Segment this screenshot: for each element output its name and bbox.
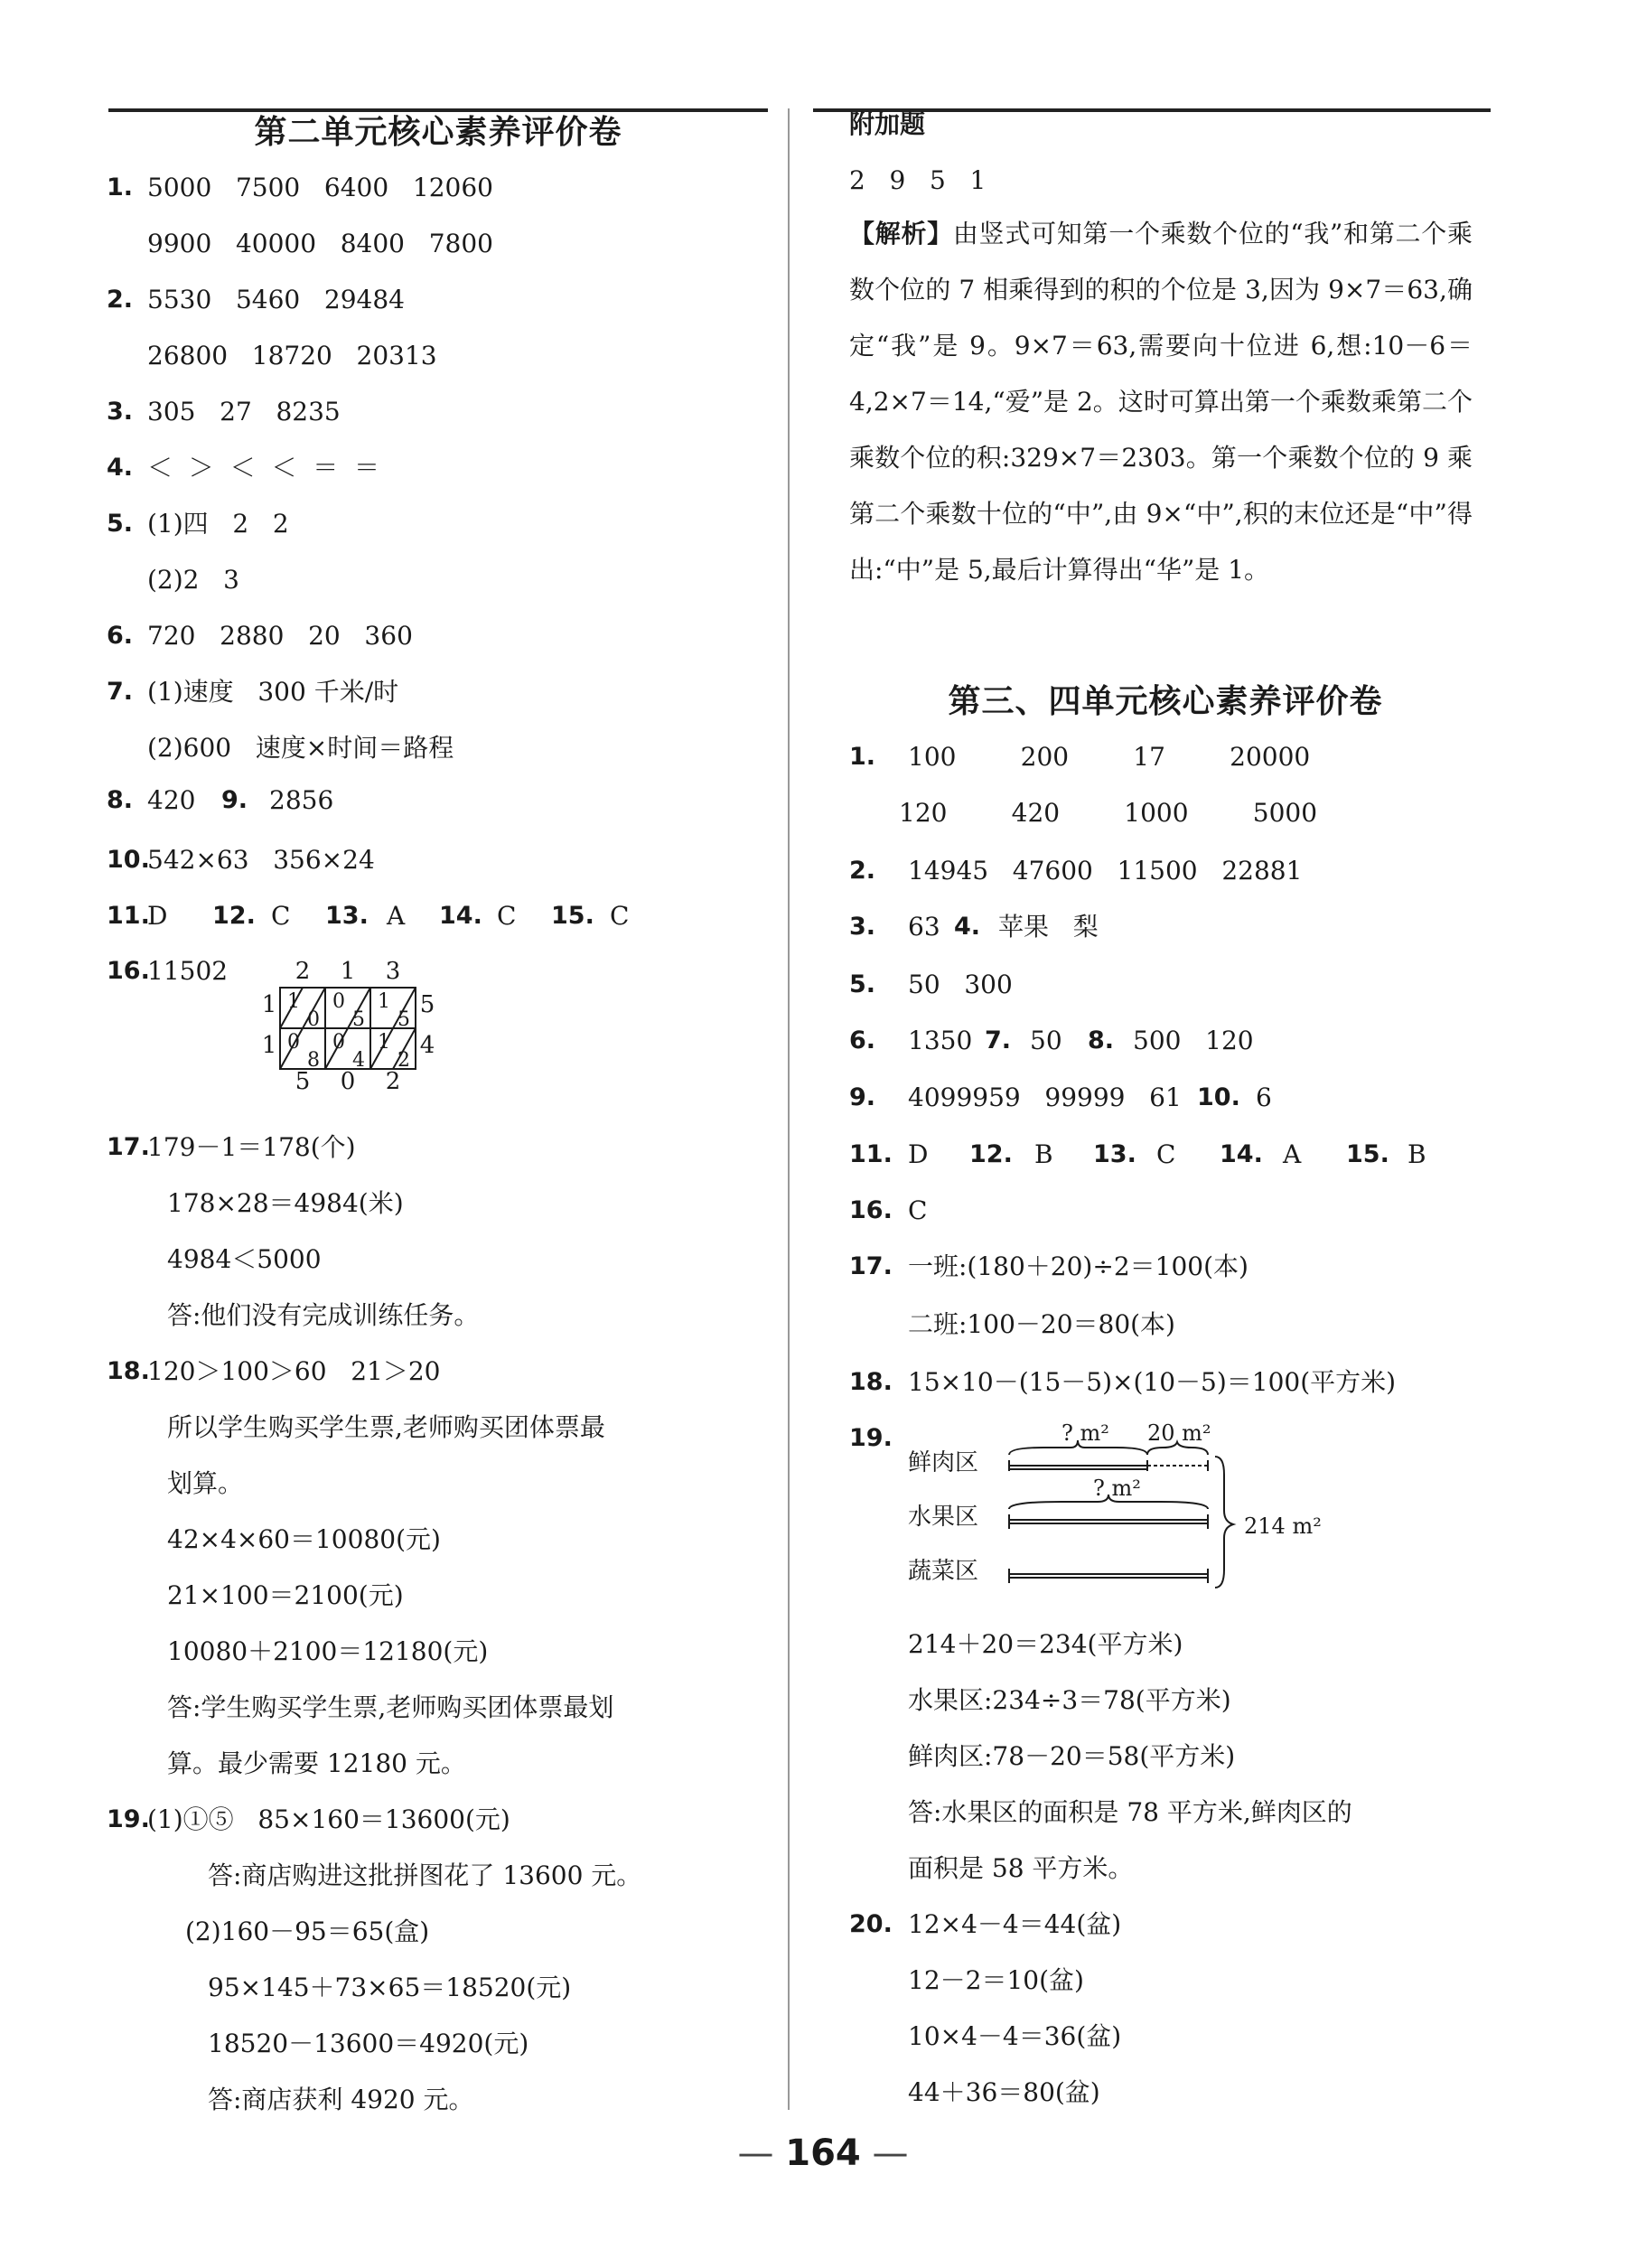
left-answer-line: (1)四 2 2 [147, 509, 289, 539]
left-question-number: 2. [107, 286, 134, 314]
right-q13-answer: C [1156, 1139, 1176, 1169]
right-answer-line: 12－2＝10(盆) [908, 1965, 1084, 1995]
left-answer-line: (1)①⑤ 85×160＝13600(元) [147, 1804, 510, 1834]
left-question-number: 1. [107, 173, 134, 201]
right-answer-line: 4099959 99999 61 [908, 1082, 1182, 1112]
left-answer-line: 11502 [147, 956, 229, 986]
extra-question-answer: 2 9 5 1 [849, 165, 987, 195]
right-question-number: 5. [849, 970, 876, 998]
right-q8-number: 8. [1088, 1026, 1115, 1054]
lattice-multiplication-diagram [257, 953, 456, 1098]
left-question-number: 4. [107, 454, 134, 482]
left-answer-line: 答:学生购买学生票,老师购买团体票最划 [167, 1692, 614, 1722]
left-question-number: 3. [107, 398, 134, 426]
right-answer-line: 50 300 [908, 970, 1013, 999]
left-answer-line: 答:商店购进这批拼图花了 13600 元。 [208, 1860, 642, 1890]
left-q12-number: 12. [212, 902, 256, 930]
left-q13-number: 13. [325, 902, 369, 930]
right-question-number: 6. [849, 1026, 876, 1054]
lattice-cell-digit: 0 [332, 1031, 345, 1054]
lattice-top-digit: 1 [340, 958, 356, 985]
right-answer-line: 一班:(180＋20)÷2＝100(本) [908, 1251, 1249, 1281]
left-q15-number: 15. [551, 902, 594, 930]
lattice-right-digit: 4 [419, 1032, 435, 1059]
right-q15-answer: B [1408, 1139, 1426, 1169]
left-question-number: 17. [107, 1133, 150, 1161]
right-q4-answer: 苹果 梨 [998, 912, 1099, 942]
right-answer-line: 214＋20＝234(平方米) [908, 1629, 1183, 1659]
left-q14-answer: C [497, 901, 517, 931]
right-answer-line: 面积是 58 平方米。 [908, 1853, 1134, 1883]
right-question-number: 1. [849, 743, 876, 771]
left-answer-line: 95×145＋73×65＝18520(元) [208, 1973, 572, 2002]
lattice-cell-digit: 0 [287, 1031, 300, 1054]
lattice-cell-digit: 5 [397, 1008, 410, 1031]
lattice-right-digit: 5 [419, 991, 435, 1018]
left-answer-line: 26800 18720 20313 [147, 341, 437, 370]
left-question-number: 7. [107, 678, 134, 706]
right-question-number: 16. [849, 1196, 893, 1224]
lattice-cell-digit: 2 [397, 1049, 410, 1072]
left-answer-line: 9900 40000 8400 7800 [147, 229, 493, 258]
right-answer-line: 水果区:234÷3＝78(平方米) [908, 1685, 1231, 1715]
diagram-unknown-meat: ? m² [1061, 1420, 1109, 1446]
left-question-number: 16. [107, 957, 150, 985]
left-answer-line: 10080＋2100＝12180(元) [167, 1636, 489, 1666]
left-answer-line: 542×63 356×24 [147, 845, 375, 875]
left-question-number: 10. [107, 846, 150, 874]
lattice-top-digit: 3 [385, 958, 401, 985]
lattice-cell-digit: 5 [352, 1008, 365, 1031]
left-answer-line: 420 [147, 785, 196, 815]
left-answer-line: 4984＜5000 [167, 1244, 322, 1274]
area-segment-diagram [908, 1420, 1414, 1601]
lattice-cell-digit: 1 [378, 990, 390, 1013]
analysis-text: 由竖式可知第一个乘数个位的“我”和第二个乘数个位的 7 相乘得到的积的个位是 3,因为 9×7＝63,确定“我”是 9。9×7＝63,需要向十位进 6,想:10－6＝4,2×7＝14,“爱”是 2。这时可算出第一个乘数乘第二个乘数个位的积:329×7＝2303。第一个乘数个位的 9 乘第二个乘数十位的“中”,由 9×“中”,积的末位还是“中”得出:“中”是 5,最后计算得出“华”是 1。 [849, 219, 1473, 585]
left-answer-line: D [147, 901, 168, 931]
lattice-top-digit: 2 [295, 958, 311, 985]
right-question-number: 11. [849, 1140, 893, 1168]
left-question-number: 11. [107, 902, 150, 930]
right-answer-line: 120 420 1000 5000 [899, 798, 1318, 828]
right-answer-line: 二班:100－20＝80(本) [908, 1309, 1175, 1339]
left-answer-line: (2)2 3 [147, 565, 239, 595]
right-question-number: 9. [849, 1083, 876, 1111]
right-section-title: 第三、四单元核心素养评价卷 [948, 683, 1383, 720]
left-answer-line: 305 27 8235 [147, 397, 341, 426]
lattice-cell-digit: 8 [307, 1049, 320, 1072]
lattice-cell-digit: 1 [378, 1031, 390, 1054]
left-q14-number: 14. [439, 902, 482, 930]
lattice-left-digit: 1 [261, 991, 277, 1018]
right-question-number: 2. [849, 857, 876, 885]
diagram-difference: 20 m² [1147, 1420, 1211, 1446]
right-answer-line: 100 200 17 20000 [908, 742, 1311, 772]
left-q15-answer: C [610, 901, 630, 931]
lattice-bottom-digit: 2 [385, 1068, 401, 1095]
left-answer-line: 21×100＝2100(元) [167, 1580, 404, 1610]
diagram-unknown-fruit: ? m² [1093, 1476, 1141, 1501]
left-answer-line: 120＞100＞60 21＞20 [147, 1356, 441, 1386]
right-q7-answer: 50 [1030, 1026, 1062, 1055]
left-answer-line: 算。最少需要 12180 元。 [167, 1748, 466, 1778]
left-answer-line: 划算。 [167, 1468, 244, 1498]
left-answer-line: (1)速度 300 千米/时 [147, 677, 399, 707]
right-q8-answer: 500 120 [1133, 1026, 1254, 1055]
left-answer-line: 答:商店获利 4920 元。 [208, 2085, 474, 2114]
right-answer-line: 15×10－(15－5)×(10－5)＝100(平方米) [908, 1367, 1397, 1397]
page-number: — 164 — [737, 2132, 909, 2174]
right-answer-line: C [908, 1195, 928, 1225]
right-question-number: 3. [849, 913, 876, 941]
left-question-number: 5. [107, 510, 134, 538]
diagram-label-veg: 蔬菜区 [908, 1558, 979, 1585]
right-answer-line: 10×4－4＝36(盆) [908, 2021, 1122, 2051]
right-answer-line: 1350 [908, 1026, 973, 1055]
left-question-number: 19. [107, 1805, 150, 1833]
extra-question-title: 附加题 [849, 109, 926, 139]
left-answer-line: 答:他们没有完成训练任务。 [167, 1300, 480, 1330]
lattice-cell-digit: 0 [332, 990, 345, 1013]
lattice-cell-digit: 0 [307, 1008, 320, 1031]
right-answer-line: D [908, 1139, 929, 1169]
diagram-label-fruit: 水果区 [908, 1504, 979, 1531]
left-q12-answer: C [271, 901, 291, 931]
lattice-left-digit: 1 [261, 1032, 277, 1059]
lattice-cell-digit: 4 [352, 1049, 365, 1072]
right-q4-number: 4. [954, 913, 981, 941]
right-q13-number: 13. [1093, 1140, 1136, 1168]
right-answer-line: 答:水果区的面积是 78 平方米,鲜肉区的 [908, 1797, 1352, 1827]
right-q12-number: 12. [969, 1140, 1013, 1168]
left-question-number: 6. [107, 622, 134, 650]
left-answer-line: 18520－13600＝4920(元) [208, 2029, 529, 2058]
right-question-number: 17. [849, 1252, 893, 1280]
diagram-label-meat: 鲜肉区 [908, 1449, 979, 1476]
left-answer-line: 720 2880 20 360 [147, 621, 413, 651]
left-answer-line: 42×4×60＝10080(元) [167, 1524, 441, 1554]
left-question-number: 8. [107, 786, 134, 814]
left-question-number: 18. [107, 1357, 150, 1385]
left-answer-line: 5530 5460 29484 [147, 285, 405, 314]
right-q15-number: 15. [1346, 1140, 1389, 1168]
right-q12-answer: B [1034, 1139, 1053, 1169]
right-q10-number: 10. [1197, 1083, 1240, 1111]
left-section-title: 第二单元核心素养评价卷 [254, 114, 622, 151]
right-question-number: 18. [849, 1368, 893, 1396]
left-answer-line: 178×28＝4984(米) [167, 1188, 404, 1218]
right-answer-line: 12×4－4＝44(盆) [908, 1909, 1122, 1939]
right-question-number: 19. [849, 1424, 893, 1452]
left-answer-line: (2)160－95＝65(盒) [185, 1917, 430, 1946]
left-answer-line: 所以学生购买学生票,老师购买团体票最 [167, 1412, 605, 1442]
analysis-label: 【解析】 [849, 219, 953, 248]
right-answer-line: 鲜肉区:78－20＝58(平方米) [908, 1741, 1236, 1771]
lattice-cell-digit: 1 [287, 990, 300, 1013]
right-q10-answer: 6 [1256, 1082, 1272, 1112]
left-q9-number: 9. [221, 786, 248, 814]
left-q9-answer: 2856 [269, 785, 334, 815]
left-answer-line: 5000 7500 6400 12060 [147, 173, 493, 202]
lattice-bottom-digit: 0 [340, 1068, 356, 1095]
right-answer-line: 44＋36＝80(盆) [908, 2077, 1100, 2107]
left-answer-line: ＜ ＞ ＜ ＜ ＝ ＝ [147, 453, 380, 483]
right-answer-line: 14945 47600 11500 22881 [908, 856, 1303, 886]
right-answer-line: 63 [908, 912, 940, 942]
left-answer-line: 179－1＝178(个) [147, 1132, 356, 1162]
right-q7-number: 7. [985, 1026, 1012, 1054]
left-q13-answer: A [387, 901, 406, 931]
left-answer-line: (2)600 速度×时间＝路程 [147, 733, 454, 763]
column-divider [788, 108, 790, 2110]
right-q14-answer: A [1283, 1139, 1302, 1169]
diagram-total: 214 m² [1244, 1514, 1322, 1539]
analysis-paragraph [849, 206, 1473, 598]
lattice-bottom-digit: 5 [295, 1068, 311, 1095]
right-question-number: 20. [849, 1910, 893, 1938]
right-q14-number: 14. [1220, 1140, 1263, 1168]
